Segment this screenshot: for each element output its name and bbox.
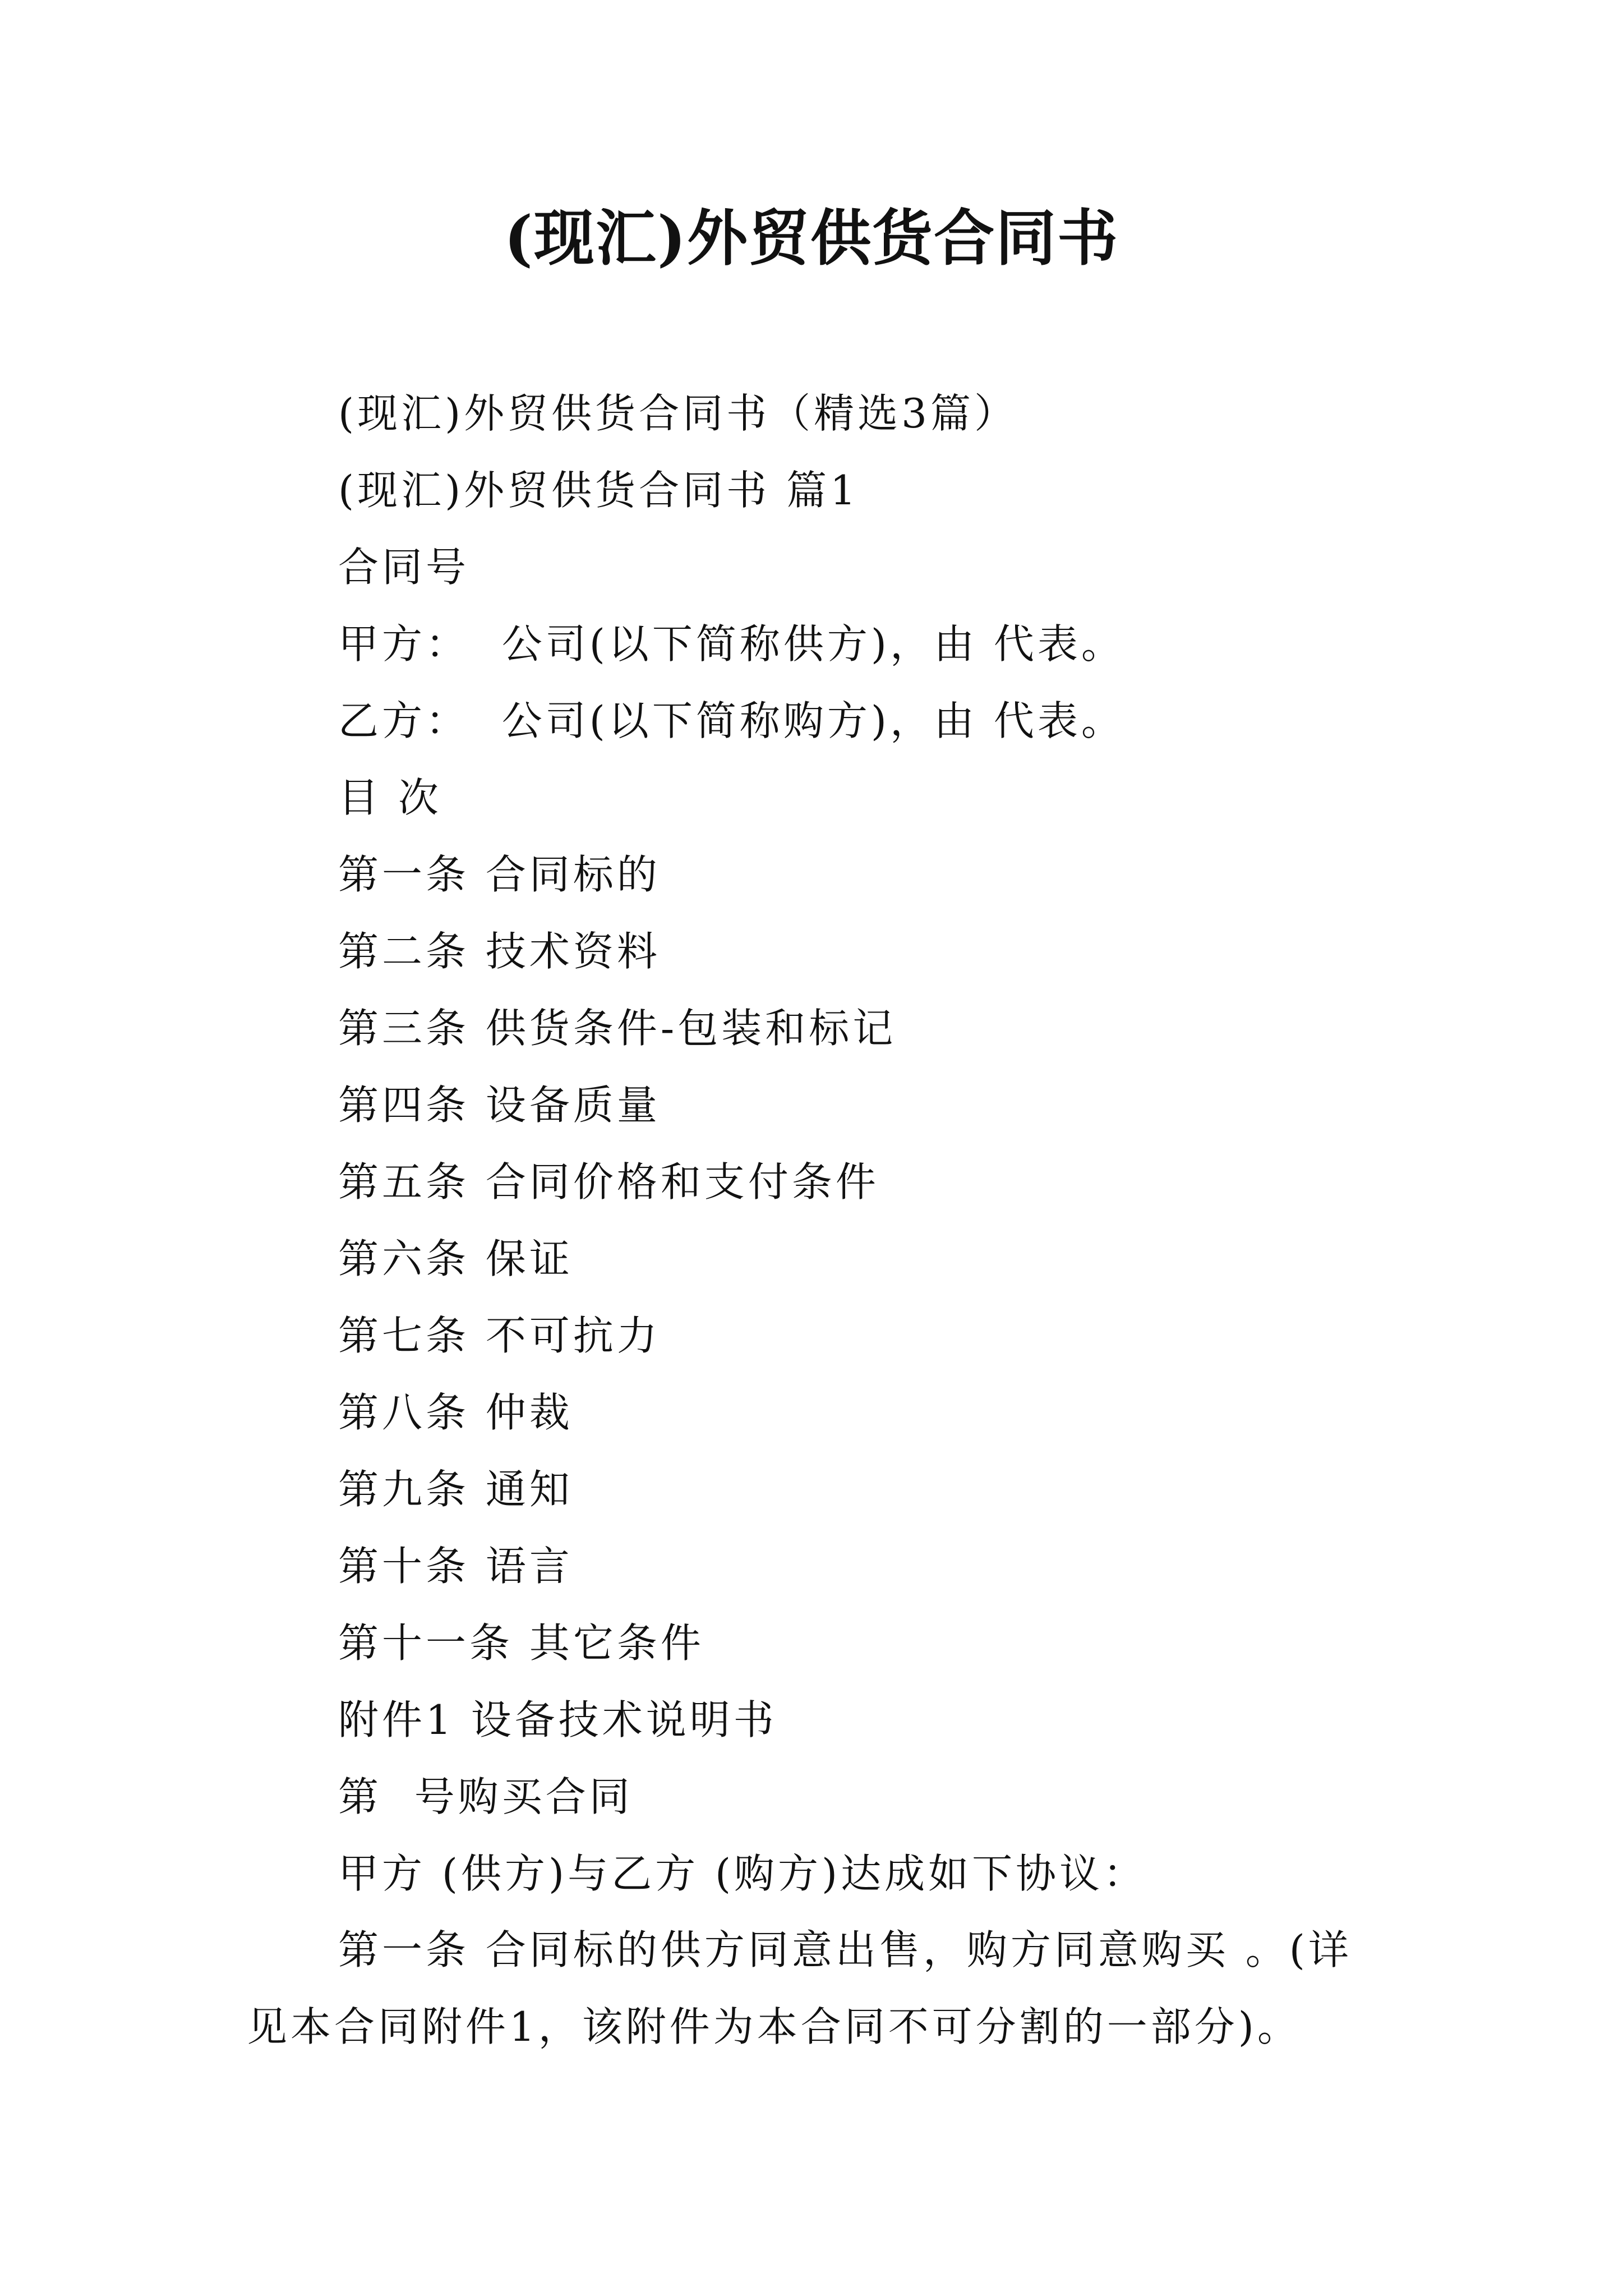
toc-item: 第三条 供货条件-包装和标记 [338,1005,897,1052]
doc-line-agreement-intro: 甲方 (供方)与乙方 (购方)达成如下协议： [338,1850,1147,1897]
toc-item-appendix: 附件1 设备技术说明书 [338,1696,777,1743]
toc-item: 第十一条 其它条件 [338,1619,704,1667]
doc-line-purchase-contract: 第 号购买合同 [338,1773,633,1820]
toc-item: 第七条 不可抗力 [338,1312,661,1359]
doc-line-section-heading: (现汇)外贸供货合同书 篇1 [338,467,859,514]
doc-line-contents-heading: 目 次 [338,774,442,821]
document-title: (现汇)外贸供货合同书 [504,203,1119,274]
toc-item: 第九条 通知 [338,1466,573,1513]
toc-item: 第五条 合同价格和支付条件 [338,1158,879,1205]
toc-item: 第八条 仲裁 [338,1389,573,1436]
doc-line-contract-number: 合同号 [338,544,470,591]
toc-item: 第六条 保证 [338,1235,573,1282]
article-one-paragraph: 第一条 合同标的供方同意出售，购方同意购买 。(详见本合同附件1，该附件为本合同不可分割的一部分)。 [247,1926,1352,2050]
doc-line-subtitle: (现汇)外贸供货合同书（精选3篇） [338,390,1018,437]
toc-item: 第一条 合同标的 [338,851,661,898]
toc-item: 第二条 技术资料 [338,928,661,975]
toc-item: 第四条 设备质量 [338,1082,661,1129]
doc-line-party-a: 甲方： 公司(以下简称供方)，由 代表。 [338,620,1125,668]
doc-line-party-b: 乙方： 公司(以下简称购方)，由 代表。 [338,697,1125,744]
toc-item: 第十条 语言 [338,1543,573,1590]
